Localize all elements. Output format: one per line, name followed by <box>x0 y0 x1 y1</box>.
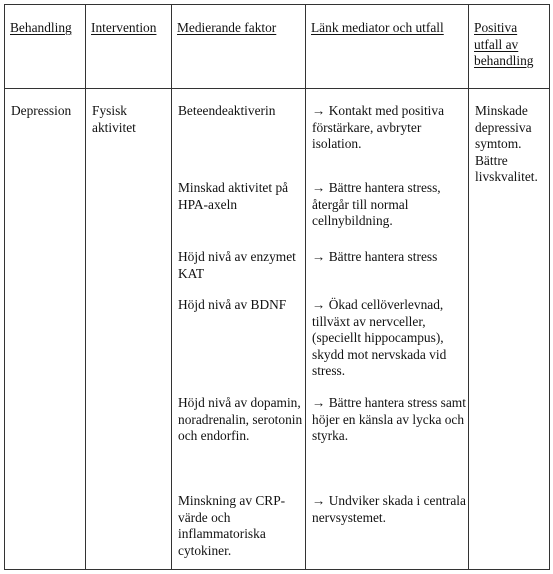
header-cell-lank <box>306 5 469 89</box>
treatment-table <box>4 4 550 570</box>
mediator-item: Beteendeaktiverin <box>178 103 276 118</box>
cell-utfall <box>469 89 550 570</box>
header-lank: Länk mediator och utfall <box>311 20 444 35</box>
utfall-value: Minskade depressiva symtom. Bättre livskvalitet. <box>475 103 538 184</box>
link-item: → Bättre hantera stress <box>312 249 438 264</box>
cell-medierande-faktor <box>172 89 306 570</box>
cell-lank <box>306 89 469 570</box>
header-cell-medierande <box>172 5 306 89</box>
cell-behandling <box>5 89 86 570</box>
behandling-value: Depression <box>11 103 72 118</box>
link-item: → Bättre hantera stress, återgår till normal cellnybildning. <box>312 180 441 228</box>
cell-intervention <box>86 89 172 570</box>
link-item: → Bättre hantera stress samt höjer en känsla av lycka och styrka. <box>312 395 466 443</box>
mediator-item: Minskning av CRP-värde och inflammatoriska cytokiner. <box>178 493 286 558</box>
mediator-list <box>172 89 305 563</box>
header-behandling: Behandling <box>10 20 72 35</box>
intervention-value: Fysisk aktivitet <box>92 103 136 135</box>
mediator-item: Minskad aktivitet på HPA-axeln <box>178 180 289 212</box>
header-cell-behandling <box>5 5 86 89</box>
header-cell-intervention <box>86 5 172 89</box>
header-utfall: Positiva utfall av behandling <box>474 20 534 68</box>
mediator-item: Höjd nivå av BDNF <box>178 297 287 312</box>
header-cell-utfall <box>469 5 550 89</box>
link-list <box>306 89 468 563</box>
mediator-item: Höjd nivå av enzymet KAT <box>178 249 296 281</box>
header-medierande-faktor: Medierande faktor <box>177 20 277 35</box>
header-intervention: Intervention <box>91 20 157 35</box>
table-row <box>5 89 550 570</box>
header-row <box>5 5 550 89</box>
link-item: → Undviker skada i centrala nervsystemet. <box>312 493 466 525</box>
link-item: → Kontakt med positiva förstärkare, avbryter isolation. <box>312 103 445 151</box>
link-item: → Ökad cellöverlevnad, tillväxt av nervceller, (speciellt hippocampus), skydd mot nervskada vid stress. <box>312 297 447 378</box>
mediator-item: Höjd nivå av dopamin, noradrenalin, serotonin och endorfin. <box>178 395 303 443</box>
